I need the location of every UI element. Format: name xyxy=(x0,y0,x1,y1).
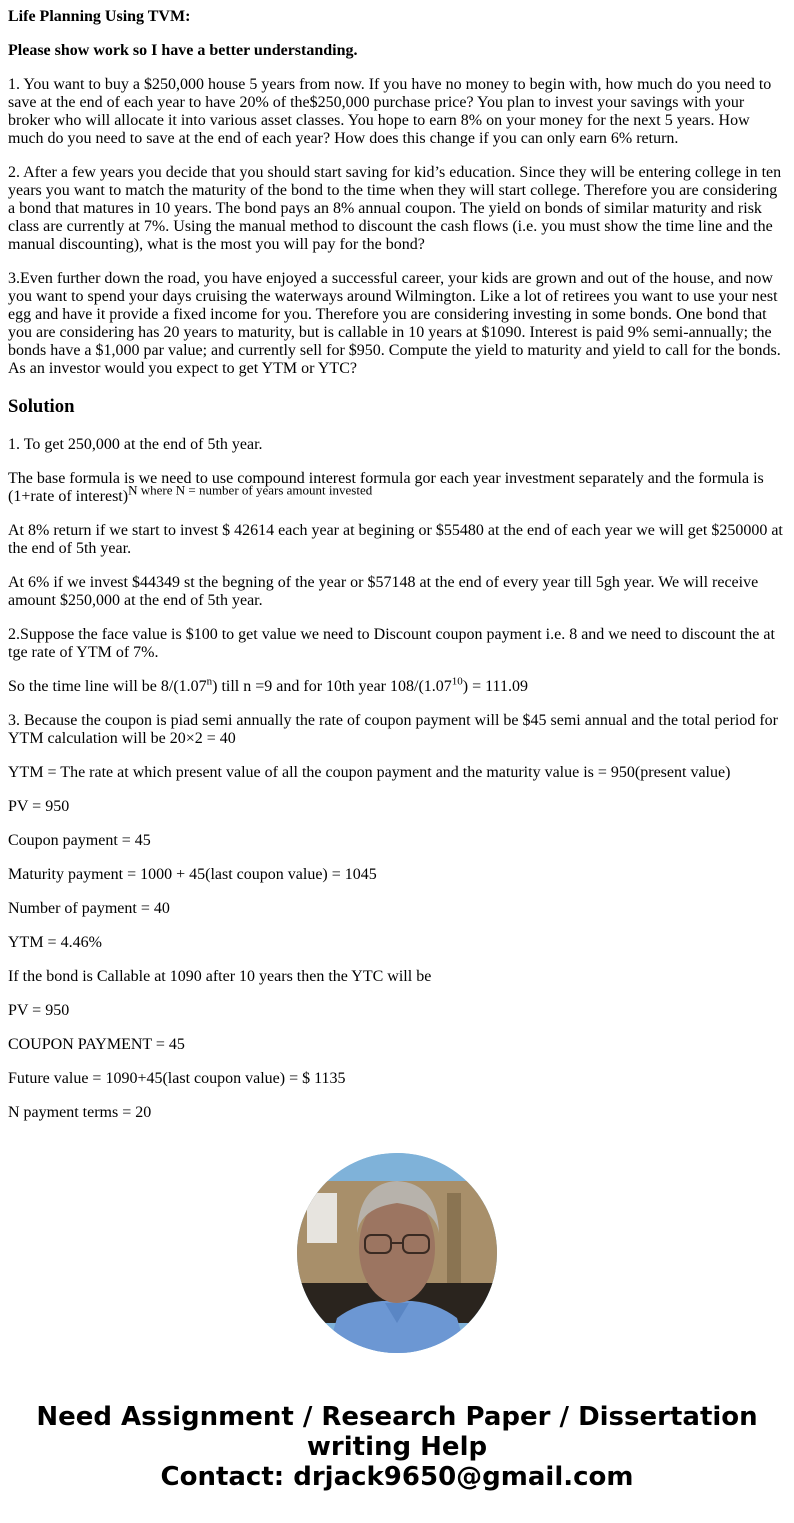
formula-superscript: N where N = number of years amount invested xyxy=(128,482,373,498)
question-subtitle: Please show work so I have a better understanding. xyxy=(8,42,358,59)
ytm-pv: PV = 950 xyxy=(8,798,70,815)
ytm-definition: YTM = The rate at which present value of all the coupon payment and the maturity value is = 950(present value) xyxy=(8,764,731,781)
solution-8pct: At 8% return if we start to invest $ 42614 each year at begining or $55480 at the end of each year we will get $250000 at the end of 5th year. xyxy=(8,522,783,557)
timeline-c: ) = 111.09 xyxy=(462,678,528,695)
ytc-intro: If the bond is Callable at 1090 after 10 years then the YTC will be xyxy=(8,968,432,985)
ytm-result: YTM = 4.46% xyxy=(8,934,102,951)
footer-line-2: writing Help xyxy=(306,1432,488,1462)
ytm-maturity: Maturity payment = 1000 + 45(last coupon value) = 1045 xyxy=(8,866,377,883)
ytc-pv: PV = 950 xyxy=(8,1002,70,1019)
question-title: Life Planning Using TVM: xyxy=(8,8,191,25)
timeline-sup-10: 10 xyxy=(451,675,463,688)
timeline-sup-n: n xyxy=(206,675,213,688)
solution-formula xyxy=(8,470,786,506)
person-photo-icon xyxy=(297,1153,497,1353)
promo-footer xyxy=(0,1402,794,1492)
solution-p2: 2.Suppose the face value is $100 to get value we need to Discount coupon payment i.e. 8 and we need to discount the at tge rate of YTM of 7%. xyxy=(8,626,775,661)
question-item-2: 2. After a few years you decide that you should start saving for kid’s education. Since they will be entering college in ten years you want to match the maturity of the bond to the time when they will start college. Therefore you are considering a bond that matures in 10 years. The bond pays an 8% annual coupon. The yield on bonds of similar maturity and risk class are currently at 7%. Using the manual method to discount the cash flows (i.e. you must show the time line and the manual discounting), what is the most you will pay for the bond? xyxy=(8,164,782,253)
footer-line-1: Need Assignment / Research Paper / Dissertation xyxy=(36,1402,758,1432)
document-content xyxy=(8,0,786,1122)
question-item-3: 3.Even further down the road, you have enjoyed a successful career, your kids are grown and out of the house, and now you want to spend your days cruising the waterways around Wilmington. Like a lot of retirees you want to use your nest egg and have it provide a fixed income for you. Therefore you are considering investing in some bonds. One bond that you are considering has 20 years to maturity, but is callable in 10 years at $1090. Interest is paid 9% semi-annually; the bonds have a $1,000 par value; and currently sell for $950. Compute the yield to maturity and yield to call for the bonds. As an investor would you expect to get YTM or YTC? xyxy=(8,270,781,377)
formula-text: The base formula is we need to use compound interest formula gor each year investment separately and the formula is (1+rate of interest) xyxy=(8,470,764,505)
timeline-b: ) till n =9 and for 10th year 108/(1.07 xyxy=(212,678,452,695)
timeline-a: So the time line will be 8/(1.07 xyxy=(8,678,207,695)
solution-timeline xyxy=(8,675,786,696)
ytc-n-terms: N payment terms = 20 xyxy=(8,1104,152,1121)
author-avatar xyxy=(297,1153,497,1353)
ytc-coupon: COUPON PAYMENT = 45 xyxy=(8,1036,185,1053)
solution-p3: 3. Because the coupon is piad semi annually the rate of coupon payment will be $45 semi annual and the total period for YTM calculation will be 20×2 = 40 xyxy=(8,712,779,747)
ytm-number-of-payments: Number of payment = 40 xyxy=(8,900,170,917)
solution-heading: Solution xyxy=(8,396,75,417)
ytm-coupon: Coupon payment = 45 xyxy=(8,832,151,849)
solution-p1: 1. To get 250,000 at the end of 5th year. xyxy=(8,436,263,453)
question-item-1: 1. You want to buy a $250,000 house 5 years from now. If you have no money to begin with, how much do you need to save at the end of each year to have 20% of the$250,000 purchase price? You plan to invest your savings with your broker who will allocate it into various asset classes. You hope to earn 8% on your money for the next 5 years. How much do you need to save at the end of each year? How does this change if you can only earn 6% return. xyxy=(8,76,772,147)
ytc-future-value: Future value = 1090+45(last coupon value) = $ 1135 xyxy=(8,1070,346,1087)
footer-contact: Contact: drjack9650@gmail.com xyxy=(160,1462,634,1492)
solution-6pct: At 6% if we invest $44349 st the begning of the year or $57148 at the end of every year till 5gh year. We will receive amount $250,000 at the end of 5th year. xyxy=(8,574,759,609)
